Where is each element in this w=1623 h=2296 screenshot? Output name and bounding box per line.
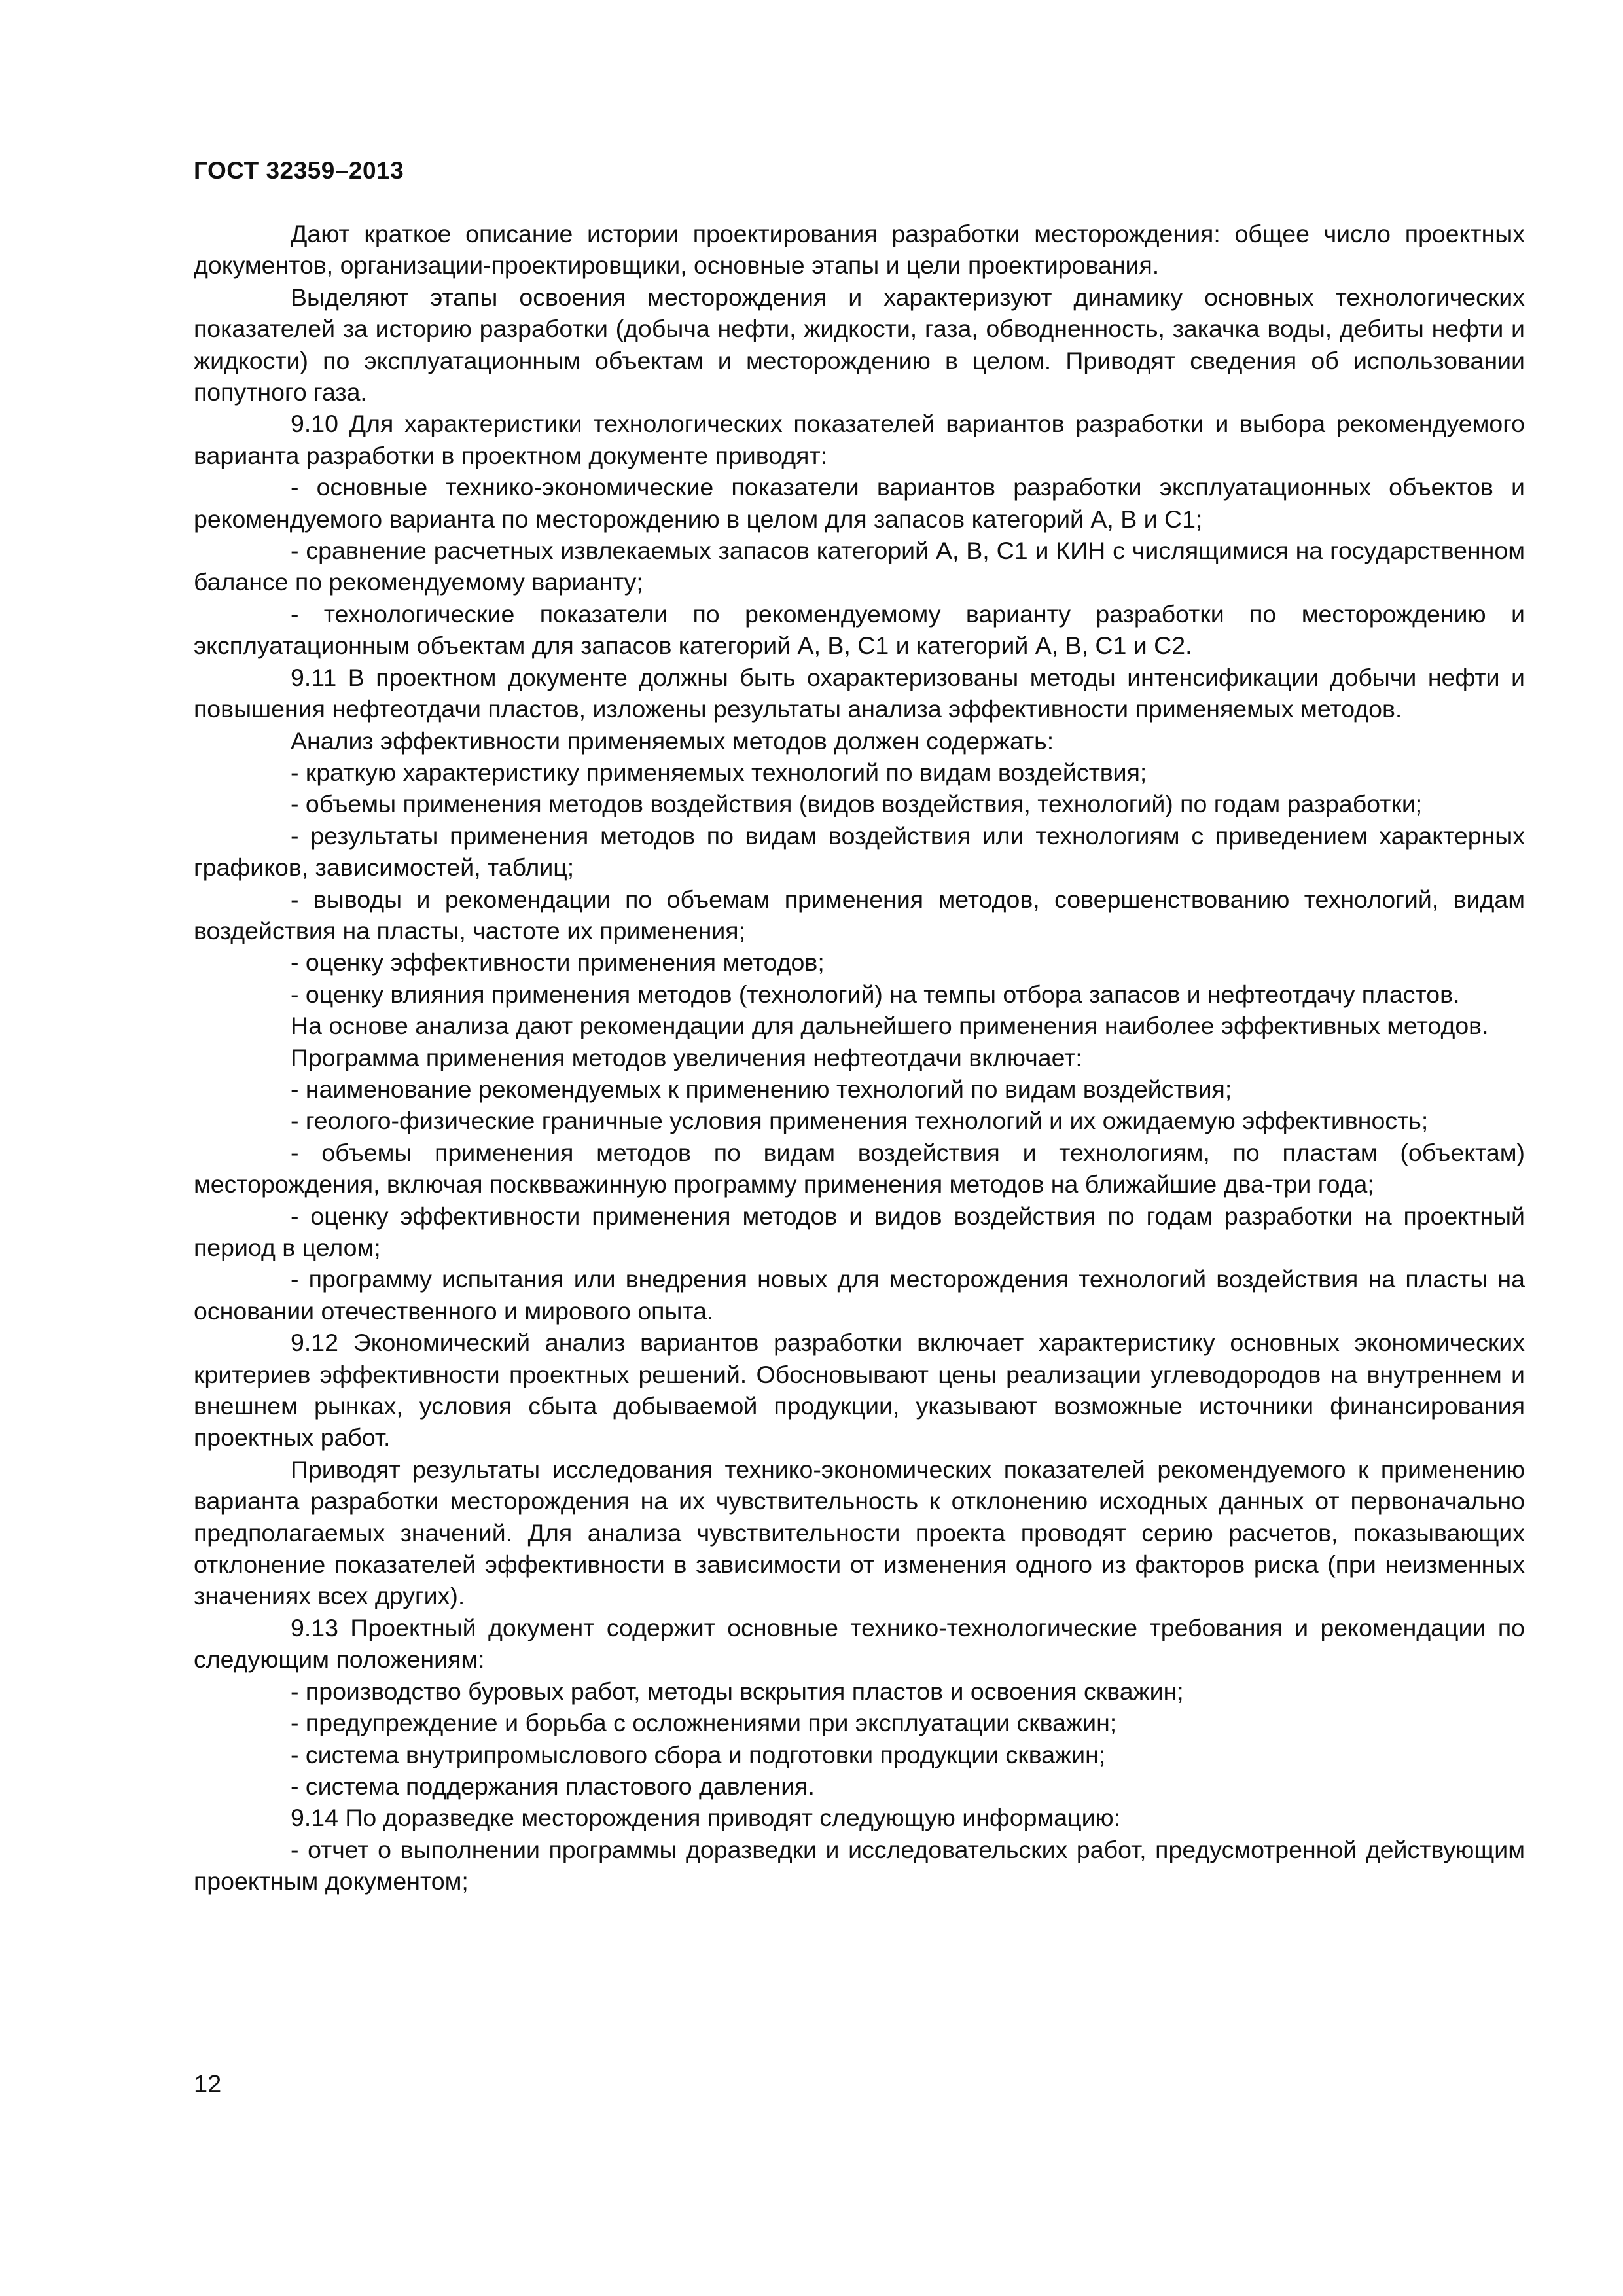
section-9-10: 9.10 Для характеристики технологических показателей вариантов разработки и выбора рекомендуемого варианта разработки в проектном документе приводят: [194,410,1525,469]
list-item: - объемы применения методов по видам воздействия и технологиям, по пластам (объектам) месторождения, включая посквважинную программу применения методов на ближайшие два-три года; [194,1138,1525,1198]
list-item: - выводы и рекомендации по объемам применения методов, совершенствованию технологий, видам воздействия на пласты, частоте их применения; [194,885,1525,944]
list-item: - объемы применения методов воздействия (видов воздействия, технологий) по годам разработки; [291,790,1423,818]
page-number: 12 [194,2071,222,2098]
list-item: - система поддержания пластового давления. [291,1772,815,1800]
list-item: - краткую характеристику применяемых технологий по видам воздействия; [291,758,1147,786]
paragraph: Программа применения методов увеличения нефтеотдачи включает: [291,1043,1082,1071]
list-item: - программу испытания или внедрения новых для месторождения технологий воздействия на пласты на основании отечественного и мирового опыта. [194,1265,1525,1325]
list-item: - оценку эффективности применения методов и видов воздействия по годам разработки на проектный период в целом; [194,1202,1525,1261]
section-9-13: 9.13 Проектный документ содержит основные технико-технологические требования и рекомендации по следующим положениям: [194,1613,1525,1674]
list-item: - результаты применения методов по видам воздействия или технологиям с приведением характерных графиков, зависимостей, таблиц; [194,821,1525,882]
paragraph: Выделяют этапы освоения месторождения и характеризуют динамику основных технологических показателей за историю разработки (добыча нефти, жидкости, газа, обводненность, закачка воды, дебиты нефти и жидкости) по эксплуатационным объектам и месторождению в целом. Приводят сведения об использовании попутного газа. [194,283,1525,406]
list-item: - технологические показатели по рекомендуемому варианту разработки по месторождению и эксплуатационным объектам для запасов категорий А, В, С1 и категорий А, В, С1 и С2. [194,600,1525,660]
document-header: ГОСТ 32359–2013 [194,157,404,184]
list-item: - сравнение расчетных извлекаемых запасов категорий А, В, С1 и КИН с числящимися на государственном балансе по рекомендуемому варианту; [194,537,1525,596]
list-item: - оценку эффективности применения методов; [291,948,825,977]
paragraph: Дают краткое описание истории проектирования разработки месторождения: общее число проектных документов, организации-проектировщики, основные этапы и цели проектирования. [194,220,1525,279]
list-item: - предупреждение и борьба с осложнениями при эксплуатации скважин; [291,1709,1117,1737]
list-item: - система внутрипромыслового сбора и подготовки продукции скважин; [291,1740,1106,1768]
document-body [194,218,1525,1897]
paragraph: Приводят результаты исследования технико-экономических показателей рекомендуемого к применению варианта разработки месторождения на их чувствительность к отклонению исходных данных от первоначально предполагаемых значений. Для анализа чувствительности проекта проводят серию расчетов, показывающих отклонение показателей эффективности в зависимости от изменения одного из факторов риска (при неизменных значениях всех других). [194,1455,1525,1610]
section-9-11: 9.11 В проектном документе должны быть охарактеризованы методы интенсификации добычи нефти и повышения нефтеотдачи пластов, изложены результаты анализа эффективности применяемых методов. [194,663,1525,723]
list-item: - геолого-физические граничные условия применения технологий и их ожидаемую эффективность; [291,1107,1429,1135]
list-item: - наименование рекомендуемых к применению технологий по видам воздействия; [291,1075,1232,1103]
list-item: - основные технико-экономические показатели вариантов разработки эксплуатационных объектов и рекомендуемого варианта по месторождению в целом для запасов категорий А, В и С1; [194,473,1525,533]
paragraph: На основе анализа дают рекомендации для дальнейшего применения наиболее эффективных методов. [291,1012,1489,1040]
paragraph: Анализ эффективности применяемых методов должен содержать: [291,726,1054,755]
section-9-12: 9.12 Экономический анализ вариантов разработки включает характеристику основных экономических критериев эффективности проектных решений. Обосновывают цены реализации углеводородов на внутреннем и внешнем рынках, условия сбыта добываемой продукции, указывают возможные источники финансирования проектных работ. [194,1329,1525,1452]
list-item: - отчет о выполнении программы доразведки и исследовательских работ, предусмотренной действующим проектным документом; [194,1835,1525,1895]
list-item: - производство буровых работ, методы вскрытия пластов и освоения скважин; [291,1677,1184,1705]
list-item: - оценку влияния применения методов (технологий) на темпы отбора запасов и нефтеотдачу пластов. [291,980,1460,1008]
section-9-14: 9.14 По доразведке месторождения приводят следующую информацию: [291,1804,1121,1832]
